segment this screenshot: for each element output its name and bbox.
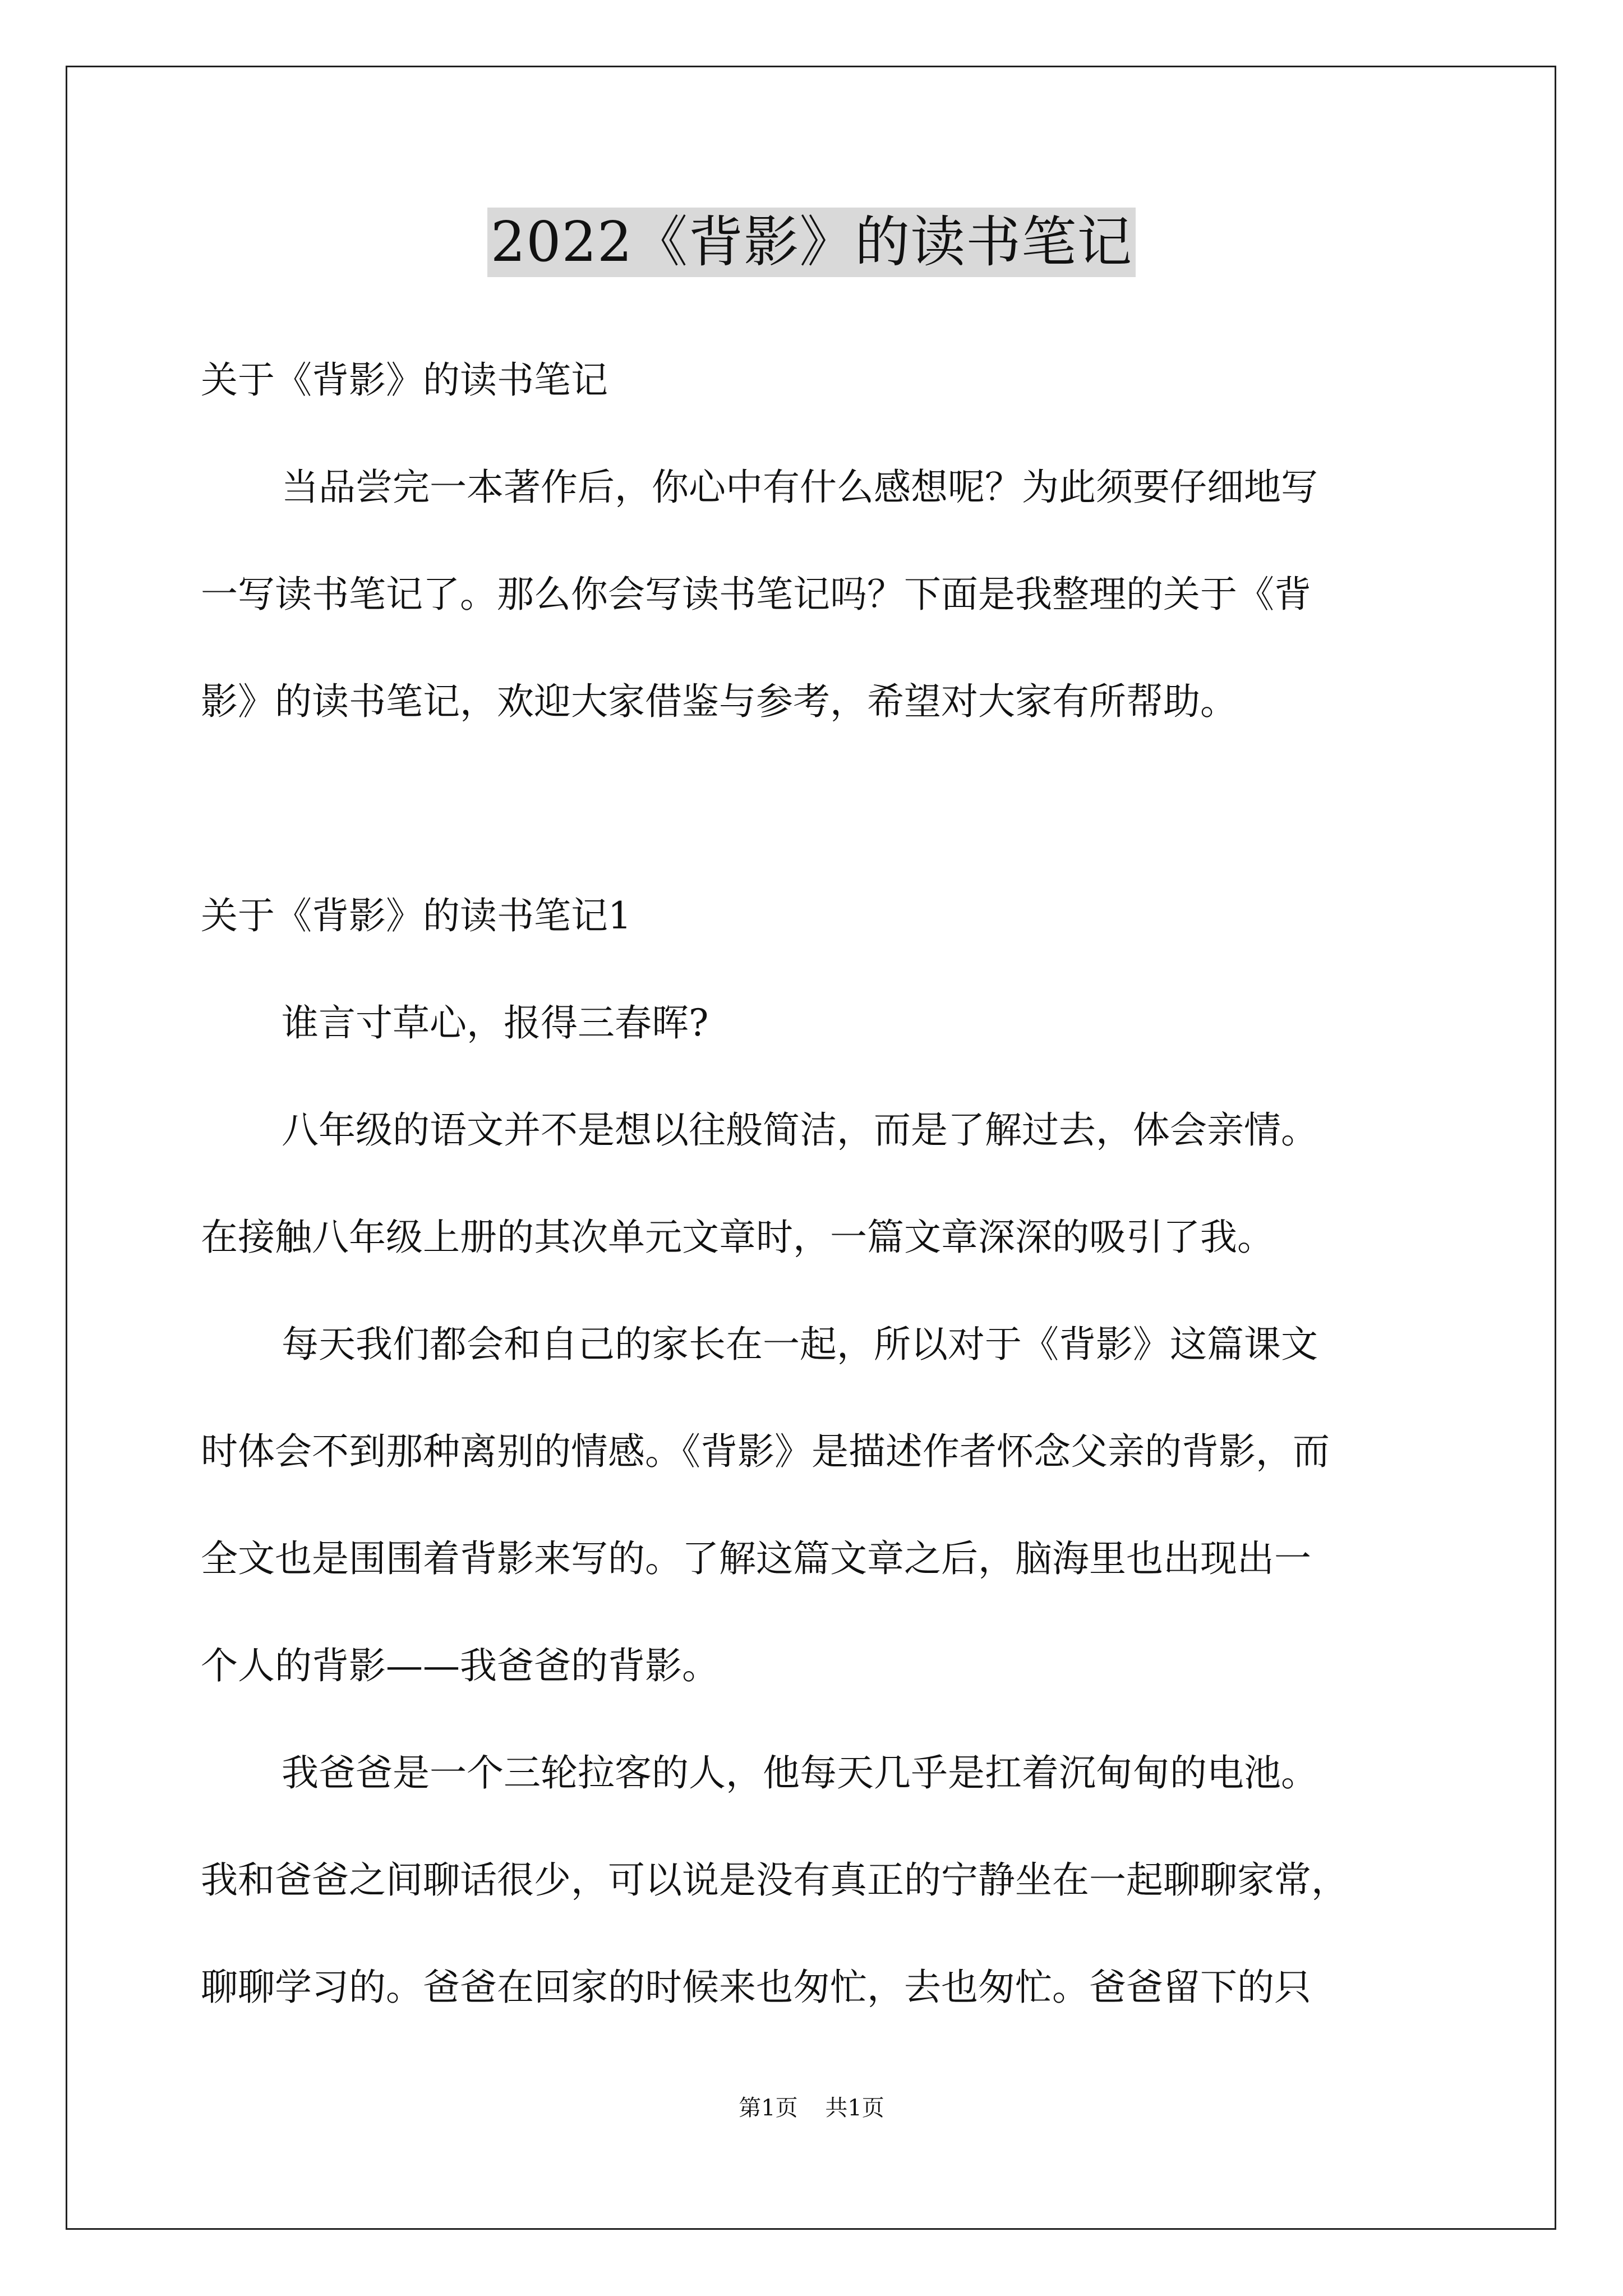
- body-line: 聊聊学习的。爸爸在回家的时候来也匆忙，去也匆忙。爸爸留下的只: [201, 1966, 1311, 2009]
- intro-line: 影》的读书笔记，欢迎大家借鉴与参考，希望对大家有所帮助。: [201, 680, 1237, 723]
- document-title: 2022《背影》的读书笔记: [487, 208, 1136, 277]
- body-line: 个人的背影——我爸爸的背影。: [201, 1644, 719, 1687]
- body-line: 八年级的语文并不是想以往般简洁，而是了解过去，体会亲情。: [282, 1108, 1318, 1152]
- body-line: 我和爸爸之间聊话很少，可以说是没有真正的宁静坐在一起聊聊家常，: [201, 1858, 1348, 1902]
- intro-line: 一写读书笔记了。那么你会写读书笔记吗？下面是我整理的关于《背: [201, 573, 1311, 616]
- body-line: 我爸爸是一个三轮拉客的人，他每天几乎是扛着沉甸甸的电池。: [282, 1751, 1318, 1795]
- body-line: 全文也是围围着背影来写的。了解这篇文章之后，脑海里也出现出一: [201, 1537, 1311, 1580]
- subtitle: 关于《背影》的读书笔记: [201, 358, 608, 402]
- intro-line: 当品尝完一本著作后，你心中有什么感想呢？为此须要仔细地写: [282, 466, 1318, 509]
- page-footer: [0, 2092, 1623, 2124]
- section-heading: 关于《背影》的读书笔记1: [201, 894, 631, 937]
- page-number: 第1页: [739, 2095, 798, 2121]
- title-container: [0, 208, 1623, 277]
- body-line: 每天我们都会和自己的家长在一起，所以对于《背影》这篇课文: [282, 1323, 1318, 1366]
- body-line: 时体会不到那种离别的情感。《背影》是描述作者怀念父亲的背影，而: [201, 1430, 1330, 1473]
- body-line: 在接触八年级上册的其次单元文章时，一篇文章深深的吸引了我。: [201, 1216, 1274, 1259]
- body-line: 谁言寸草心，报得三春晖?: [282, 1001, 709, 1045]
- page-total: 共1页: [825, 2095, 884, 2121]
